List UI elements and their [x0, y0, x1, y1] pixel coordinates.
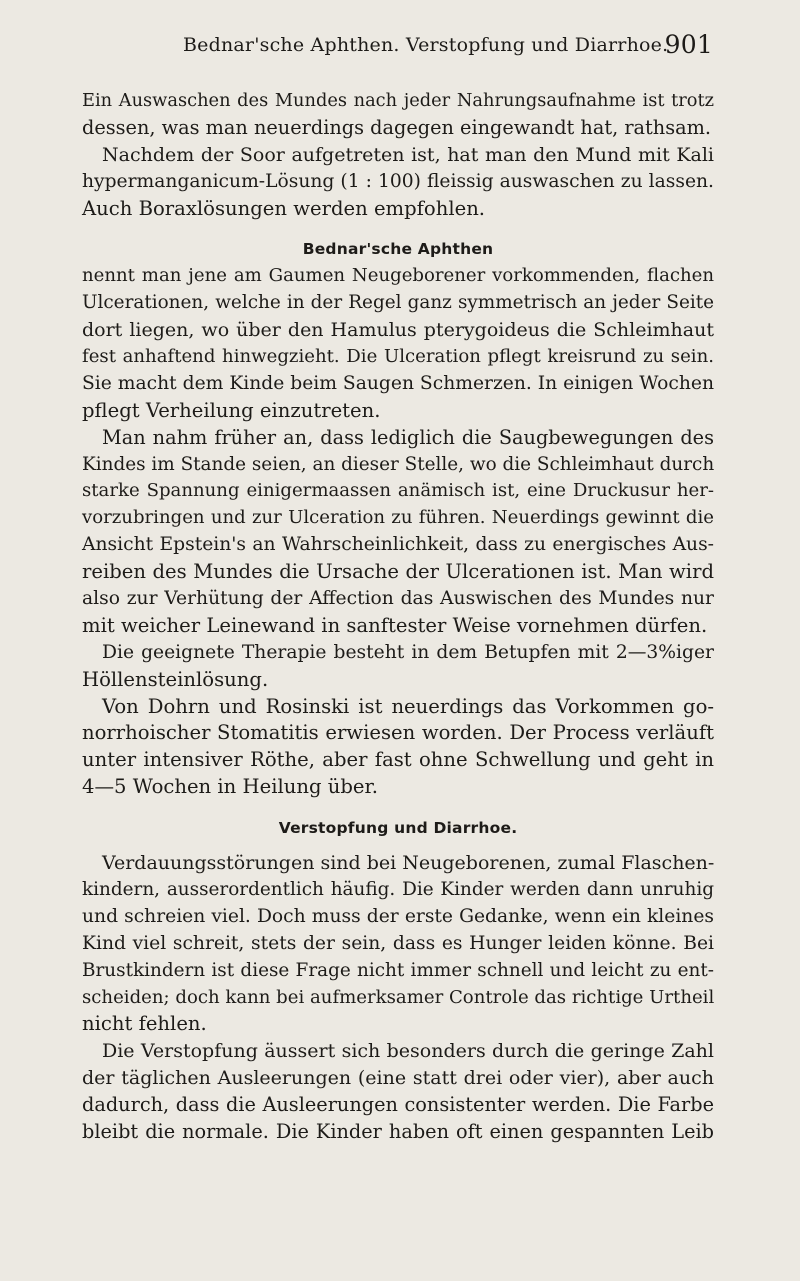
text-line: fest anhaftend hinwegzieht. Die Ulceration pflegt kreisrund zu sein.	[82, 346, 714, 368]
text-line: Ein Auswaschen des Mundes nach jeder Nahrungsaufnahme ist trotz	[82, 90, 714, 111]
text-line: Ulcerationen, welche in der Regel ganz symmetrisch an jeder Seite	[82, 292, 714, 314]
text-line: mit weicher Leinewand in sanftester Weise vornehmen dürfen.	[82, 613, 708, 637]
text-line: vorzubringen und zur Ulceration zu führen. Neuerdings gewinnt die	[82, 507, 714, 529]
text-line: reiben des Mundes die Ursache der Ulcerationen ist. Man wird	[82, 560, 714, 584]
text-line: der täglichen Ausleerungen (eine statt drei oder vier), aber auch	[82, 1067, 714, 1090]
text-line: Die Verstopfung äussert sich besonders durch die geringe Zahl	[102, 1040, 714, 1063]
text-line: bleibt die normale. Die Kinder haben oft einen gespannten Leib	[82, 1119, 714, 1143]
text-line: pflegt Verheilung einzutreten.	[82, 398, 381, 422]
page-header	[183, 30, 713, 59]
section-aphthen	[82, 263, 714, 801]
text-line: Ansicht Epstein's an Wahrscheinlichkeit, dass zu energisches Aus-	[82, 534, 714, 556]
text-line: hypermanganicum-Lösung (1 : 100) fleissig auswaschen zu lassen.	[82, 170, 714, 192]
text-line: unter intensiver Röthe, aber fast ohne Schwellung und geht in	[82, 748, 714, 772]
section-verstopfung	[82, 850, 714, 1146]
text-line: Von Dohrn und Rosinski ist neuerdings das Vorkommen go-	[102, 694, 714, 718]
text-line: Auch Boraxlösungen werden empfohlen.	[82, 196, 486, 220]
text-line: dort liegen, wo über den Hamulus pterygoideus die Schleimhaut	[82, 319, 714, 342]
running-title: Bednar'sche Aphthen. Verstopfung und Diarrhoe.	[183, 34, 669, 56]
text-line: Sie macht dem Kinde beim Saugen Schmerzen. In einigen Wochen	[82, 372, 714, 394]
text-line: Kindes im Stande seien, an dieser Stelle, wo die Schleimhaut durch	[82, 453, 715, 475]
text-line: Kind viel schreit, stets der sein, dass es Hunger leiden könne. Bei	[82, 932, 714, 954]
text-line: also zur Verhütung der Affection das Auswischen des Mundes nur	[82, 588, 714, 610]
text-line: Man nahm früher an, dass lediglich die Saugbewegungen des	[102, 425, 714, 449]
text-line: Verdauungsstörungen sind bei Neugeborenen, zumal Flaschen-	[102, 852, 715, 875]
body-text	[82, 88, 714, 1146]
text-line: Nachdem der Soor aufgetreten ist, hat man den Mund mit Kali	[102, 143, 714, 166]
text-line: und schreien viel. Doch muss der erste Gedanke, wenn ein kleines	[82, 905, 714, 927]
text-line: 4—5 Wochen in Heilung über.	[82, 775, 378, 799]
text-line: scheiden; doch kann bei aufmerksamer Controle das richtige Urtheil	[82, 986, 715, 1008]
text-line: dessen, was man neuerdings dagegen eingewandt hat, rathsam.	[82, 115, 712, 139]
text-line: Brustkindern ist diese Frage nicht immer schnell und leicht zu ent-	[82, 959, 714, 981]
text-line: kindern, ausserordentlich häufig. Die Kinder werden dann unruhig	[82, 878, 714, 900]
text-line: nicht fehlen.	[82, 1012, 207, 1036]
text-line: nennt man jene am Gaumen Neugeborener vorkommenden, flachen	[82, 265, 714, 287]
text-line: Die geeignete Therapie besteht in dem Betupfen mit 2—3%iger	[102, 641, 714, 663]
text-line: norrhoischer Stomatitis erwiesen worden. Der Process verläuft	[82, 721, 714, 745]
text-line: Höllensteinlösung.	[82, 667, 269, 691]
section-heading-aphthen: Bednar'sche Aphthen	[302, 240, 494, 259]
section-heading-verstopfung: Verstopfung und Diarrhoe.	[278, 819, 518, 838]
text-line: starke Spannung einigermaassen anämisch ist, eine Druckusur her-	[82, 480, 714, 502]
paragraph-soor	[82, 88, 714, 222]
text-line: dadurch, dass die Ausleerungen consistenter werden. Die Farbe	[82, 1093, 714, 1117]
page-number: 901	[664, 30, 713, 59]
